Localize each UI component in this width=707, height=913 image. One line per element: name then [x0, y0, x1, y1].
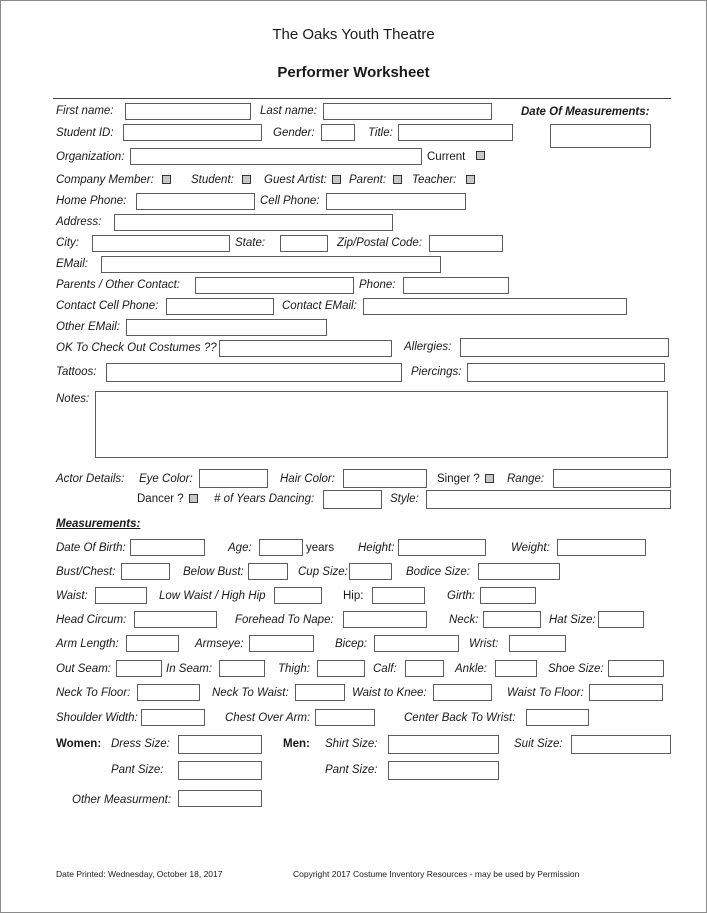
other-email-label: Other EMail: — [56, 321, 120, 333]
first-name-field[interactable] — [125, 103, 251, 120]
wrist-label: Wrist: — [469, 638, 499, 650]
thigh-label: Thigh: — [278, 663, 310, 675]
allergies-label: Allergies: — [404, 341, 452, 353]
first-name-label: First name: — [56, 105, 114, 117]
state-label: State: — [235, 237, 266, 249]
neck-label: Neck: — [449, 614, 479, 626]
center-back-wrist-field[interactable] — [526, 709, 589, 726]
email-label: EMail: — [56, 258, 88, 270]
hat-size-label: Hat Size: — [549, 614, 596, 626]
height-label: Height: — [358, 542, 395, 554]
style-label: Style: — [390, 493, 419, 505]
armseye-field[interactable] — [249, 635, 314, 652]
wrist-field[interactable] — [509, 635, 566, 652]
tattoos-field[interactable] — [106, 363, 402, 382]
student-checkbox[interactable] — [242, 175, 251, 184]
tattoos-label: Tattoos: — [56, 366, 97, 378]
cup-size-field[interactable] — [349, 563, 392, 580]
guest-artist-label: Guest Artist: — [264, 174, 327, 186]
company-member-label: Company Member: — [56, 174, 154, 186]
parents-contact-field[interactable] — [195, 277, 354, 294]
cell-phone-field[interactable] — [326, 193, 466, 210]
calf-field[interactable] — [405, 660, 444, 677]
last-name-field[interactable] — [323, 103, 492, 120]
bust-field[interactable] — [121, 563, 170, 580]
age-field[interactable] — [259, 539, 303, 556]
dancer-label: Dancer ? — [137, 493, 184, 505]
dress-size-label: Dress Size: — [111, 738, 170, 750]
guest-artist-checkbox[interactable] — [332, 175, 341, 184]
ankle-field[interactable] — [495, 660, 537, 677]
eye-color-label: Eye Color: — [139, 473, 193, 485]
home-phone-label: Home Phone: — [56, 195, 127, 207]
piercings-label: Piercings: — [411, 366, 462, 378]
date-printed: Date Printed: Wednesday, October 18, 2017 — [56, 869, 223, 879]
organization-label: Organization: — [56, 151, 125, 163]
contact-cell-field[interactable] — [166, 298, 274, 315]
contact-email-field[interactable] — [363, 298, 627, 315]
arm-length-field[interactable] — [126, 635, 179, 652]
home-phone-field[interactable] — [136, 193, 255, 210]
gender-label: Gender: — [273, 127, 315, 139]
shoulder-width-field[interactable] — [141, 709, 205, 726]
dob-label: Date Of Birth: — [56, 542, 126, 554]
cell-phone-label: Cell Phone: — [260, 195, 320, 207]
worksheet-title: Performer Worksheet — [277, 64, 430, 81]
measurements-heading: Measurements: — [56, 518, 141, 530]
parent-label: Parent: — [349, 174, 387, 186]
notes-field[interactable] — [95, 391, 668, 458]
notes-label: Notes: — [56, 393, 90, 405]
center-back-wrist-label: Center Back To Wrist: — [404, 712, 516, 724]
parent-checkbox[interactable] — [393, 175, 402, 184]
ok-costumes-field[interactable] — [219, 340, 392, 357]
title-field[interactable] — [398, 124, 513, 141]
title-label: Title: — [368, 127, 393, 139]
men-label: Men: — [283, 738, 310, 750]
teacher-checkbox[interactable] — [466, 175, 475, 184]
teacher-label: Teacher: — [412, 174, 457, 186]
bodice-size-field[interactable] — [478, 563, 560, 580]
other-measurement-field[interactable] — [178, 790, 262, 807]
parents-contact-label: Parents / Other Contact: — [56, 279, 181, 291]
student-id-label: Student ID: — [56, 127, 114, 139]
weight-field[interactable] — [557, 539, 646, 556]
eye-color-field[interactable] — [199, 469, 268, 488]
ok-costumes-label: OK To Check Out Costumes ?? — [56, 342, 217, 354]
singer-checkbox[interactable] — [485, 474, 494, 483]
company-member-checkbox[interactable] — [162, 175, 171, 184]
actor-details-label: Actor Details: — [56, 473, 125, 485]
armseye-label: Armseye: — [195, 638, 244, 650]
contact-email-label: Contact EMail: — [282, 300, 357, 312]
organization-field[interactable] — [130, 148, 422, 165]
dancer-checkbox[interactable] — [189, 494, 198, 503]
waist-knee-label: Waist to Knee: — [352, 687, 427, 699]
suit-size-label: Suit Size: — [514, 738, 563, 750]
neck-floor-label: Neck To Floor: — [56, 687, 131, 699]
city-label: City: — [56, 237, 79, 249]
shirt-size-label: Shirt Size: — [325, 738, 378, 750]
thigh-field[interactable] — [317, 660, 365, 677]
women-label: Women: — [56, 738, 102, 750]
low-waist-label: Low Waist / High Hip — [159, 590, 266, 602]
bicep-field[interactable] — [374, 635, 459, 652]
allergies-field[interactable] — [460, 338, 669, 357]
below-bust-label: Below Bust: — [183, 566, 244, 578]
email-field[interactable] — [101, 256, 441, 273]
contact-cell-label: Contact Cell Phone: — [56, 300, 159, 312]
below-bust-field[interactable] — [248, 563, 288, 580]
waist-label: Waist: — [56, 590, 88, 602]
out-seam-label: Out Seam: — [56, 663, 111, 675]
chest-over-arm-label: Chest Over Arm: — [225, 712, 311, 724]
head-circum-label: Head Circum: — [56, 614, 127, 626]
piercings-field[interactable] — [467, 363, 665, 382]
address-field[interactable] — [114, 214, 393, 231]
calf-label: Calf: — [373, 663, 397, 675]
pant-size-women-field[interactable] — [178, 761, 262, 780]
pant-size-women-label: Pant Size: — [111, 764, 164, 776]
date-of-measurements-field[interactable] — [550, 124, 651, 148]
date-of-measurements-label: Date Of Measurements: — [521, 106, 650, 118]
zip-field[interactable] — [429, 235, 503, 252]
dress-size-field[interactable] — [178, 735, 262, 754]
hip-field[interactable] — [372, 587, 425, 604]
waist-field[interactable] — [95, 587, 147, 604]
age-label: Age: — [228, 542, 252, 554]
theatre-title: The Oaks Youth Theatre — [272, 26, 435, 43]
head-circum-field[interactable] — [134, 611, 217, 628]
arm-length-label: Arm Length: — [56, 638, 119, 650]
neck-waist-field[interactable] — [295, 684, 345, 701]
hair-color-label: Hair Color: — [280, 473, 335, 485]
hip-label: Hip: — [343, 590, 364, 602]
state-field[interactable] — [280, 235, 328, 252]
waist-floor-field[interactable] — [589, 684, 663, 701]
header-divider — [53, 98, 671, 99]
low-waist-field[interactable] — [274, 587, 322, 604]
forehead-nape-field[interactable] — [343, 611, 427, 628]
student-label: Student: — [191, 174, 234, 186]
shoulder-width-label: Shoulder Width: — [56, 712, 138, 724]
bicep-label: Bicep: — [335, 638, 367, 650]
bodice-size-label: Bodice Size: — [406, 566, 470, 578]
years-dancing-label: # of Years Dancing: — [214, 493, 315, 505]
city-field[interactable] — [92, 235, 230, 252]
girth-field[interactable] — [480, 587, 536, 604]
weight-label: Weight: — [511, 542, 550, 554]
in-seam-label: In Seam: — [166, 663, 213, 675]
dob-field[interactable] — [130, 539, 205, 556]
other-measurement-label: Other Measurment: — [72, 794, 172, 806]
student-id-field[interactable] — [123, 124, 262, 141]
out-seam-field[interactable] — [116, 660, 162, 677]
singer-label: Singer ? — [437, 473, 480, 485]
last-name-label: Last name: — [260, 105, 317, 117]
current-label: Current — [427, 151, 466, 163]
range-label: Range: — [507, 473, 545, 485]
phone-label: Phone: — [359, 279, 396, 291]
ankle-label: Ankle: — [455, 663, 487, 675]
neck-waist-label: Neck To Waist: — [212, 687, 289, 699]
forehead-nape-label: Forehead To Nape: — [235, 614, 334, 626]
shirt-size-field[interactable] — [388, 735, 499, 754]
years-dancing-field[interactable] — [323, 490, 382, 509]
current-checkbox[interactable] — [476, 151, 485, 160]
pant-size-men-field[interactable] — [388, 761, 499, 780]
hair-color-field[interactable] — [343, 469, 427, 488]
zip-label: Zip/Postal Code: — [337, 237, 423, 249]
waist-knee-field[interactable] — [433, 684, 492, 701]
years-unit: years — [306, 542, 335, 554]
in-seam-field[interactable] — [219, 660, 265, 677]
address-label: Address: — [56, 216, 102, 228]
waist-floor-label: Waist To Floor: — [507, 687, 584, 699]
copyright-notice: Copyright 2017 Costume Inventory Resources - may be used by Permission — [293, 869, 580, 879]
chest-over-arm-field[interactable] — [315, 709, 375, 726]
shoe-size-field[interactable] — [608, 660, 664, 677]
pant-size-men-label: Pant Size: — [325, 764, 378, 776]
style-field[interactable] — [426, 490, 671, 509]
other-email-field[interactable] — [126, 319, 327, 336]
hat-size-field[interactable] — [598, 611, 644, 628]
neck-field[interactable] — [483, 611, 541, 628]
suit-size-field[interactable] — [571, 735, 671, 754]
range-field[interactable] — [553, 469, 671, 488]
girth-label: Girth: — [447, 590, 476, 602]
phone-field[interactable] — [403, 277, 509, 294]
bust-label: Bust/Chest: — [56, 566, 116, 578]
neck-floor-field[interactable] — [137, 684, 200, 701]
height-field[interactable] — [398, 539, 486, 556]
cup-size-label: Cup Size: — [298, 566, 348, 578]
shoe-size-label: Shoe Size: — [548, 663, 604, 675]
gender-field[interactable] — [321, 124, 355, 141]
